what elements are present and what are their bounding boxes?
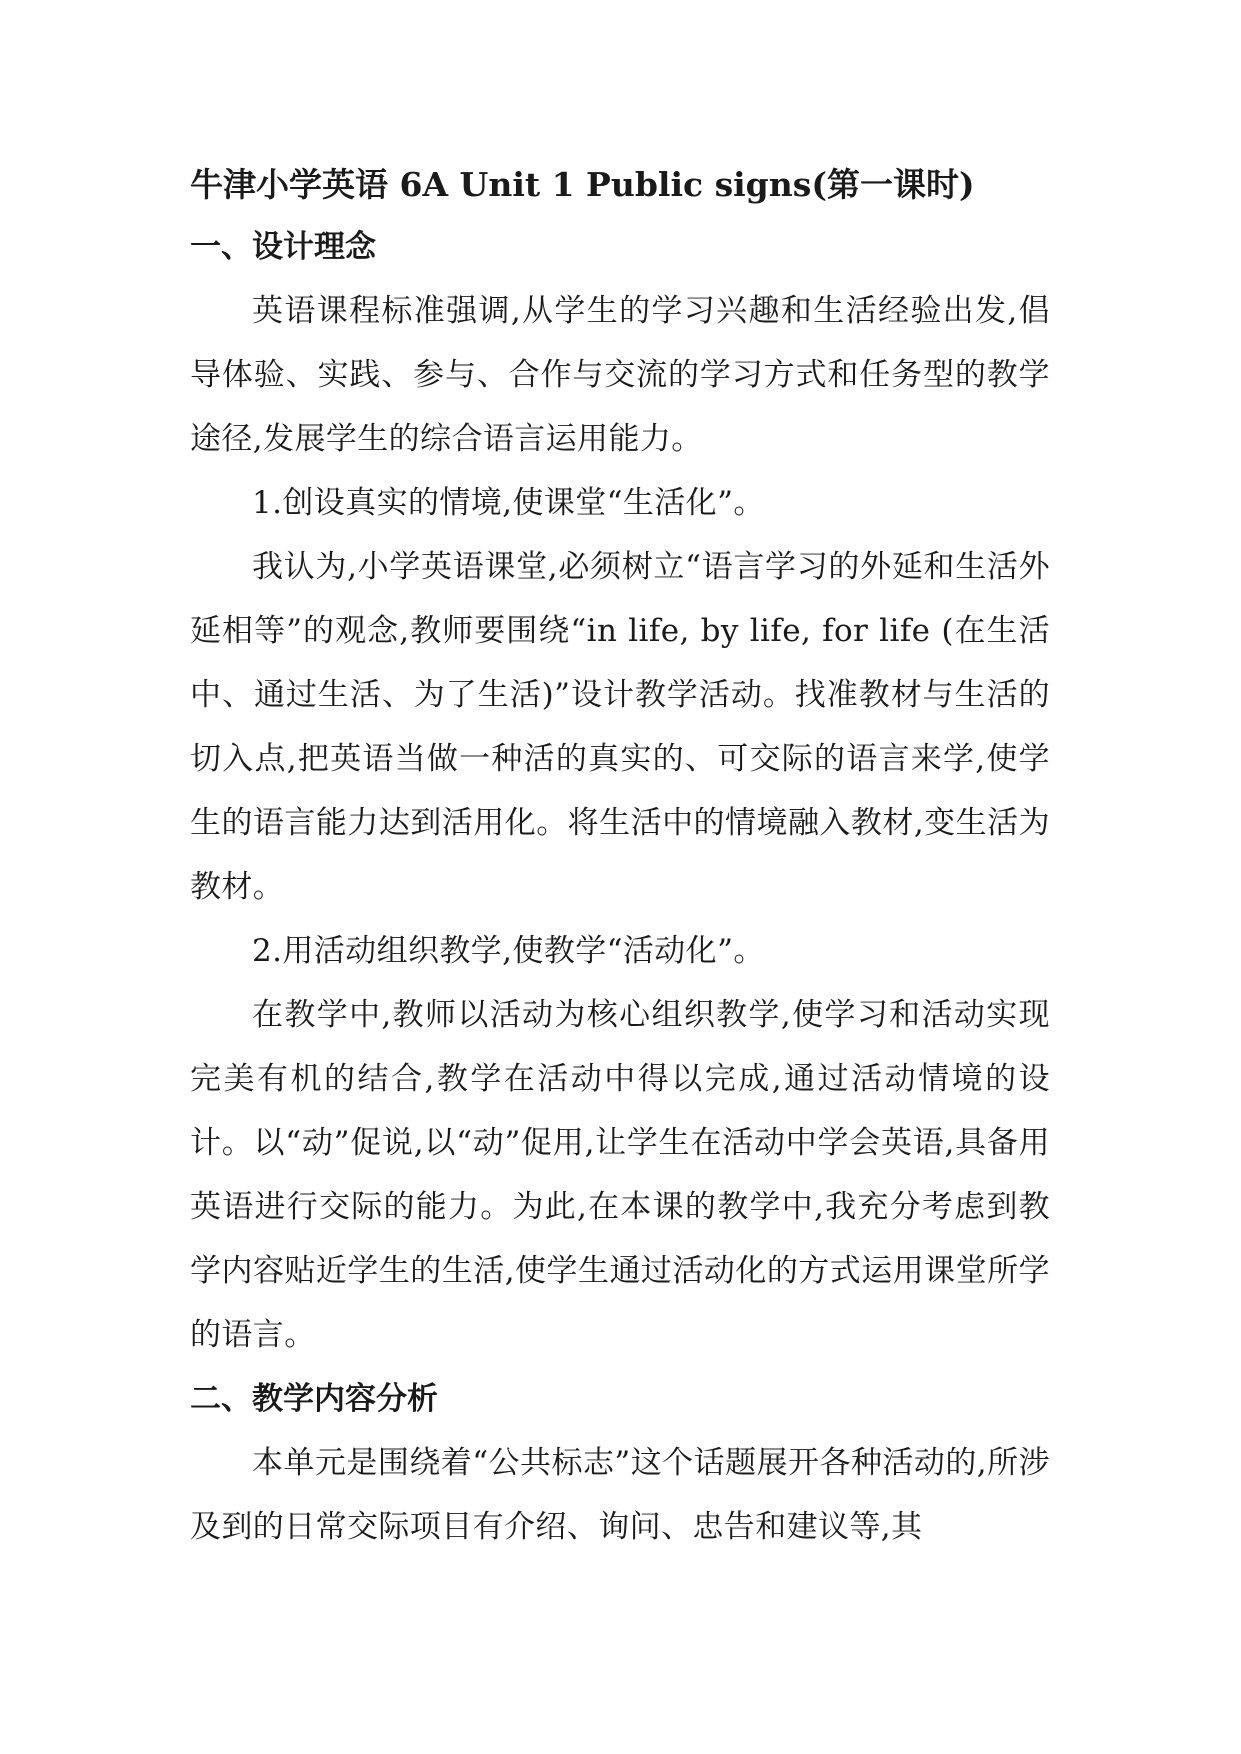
paragraph-activity-oriented: 在教学中,教师以活动为核心组织教学,使学习和活动实现完美有机的结合,教学在活动中得以完成,通过活动情境的设计。以“动”促说,以“动”促用,让学生在活动中学会英语,具备用英语进行交际的能力。为此,在本课的教学中,我充分考虑到教学内容贴近学生的生活,使学生通过活动化的方式运用课堂所学的语言。 [190, 997, 1050, 1353]
document-title: 牛津小学英语 6A Unit 1 Public signs(第一课时) [190, 165, 975, 204]
document-page [190, 155, 1050, 1559]
paragraph-unit-overview: 本单元是围绕着“公共标志”这个话题展开各种活动的,所涉及到的日常交际项目有介绍、询问、忠告和建议等,其 [190, 1445, 1050, 1545]
paragraph-curriculum-standard: 英语课程标准强调,从学生的学习兴趣和生活经验出发,倡导体验、实践、参与、合作与交流的学习方式和任务型的教学途径,发展学生的综合语言运用能力。 [190, 293, 1050, 457]
point-1-real-context: 1.创设真实的情境,使课堂“生活化”。 [252, 485, 765, 521]
section-heading-content-analysis: 二、教学内容分析 [190, 1381, 438, 1417]
section-heading-design-concept: 一、设计理念 [190, 229, 376, 265]
paragraph-life-oriented: 我认为,小学英语课堂,必须树立“语言学习的外延和生活外延相等”的观念,教师要围绕“in life, by life, for life (在生活中、通过生活、为了生活)”设计教学活动。找准教材与生活的切入点,把英语当做一种活的真实的、可交际的语言来学,使学生的语言能力达到活用化。将生活中的情境融入教材,变生活为教材。 [190, 549, 1050, 905]
point-2-activity-teaching: 2.用活动组织教学,使教学“活动化”。 [252, 933, 765, 969]
